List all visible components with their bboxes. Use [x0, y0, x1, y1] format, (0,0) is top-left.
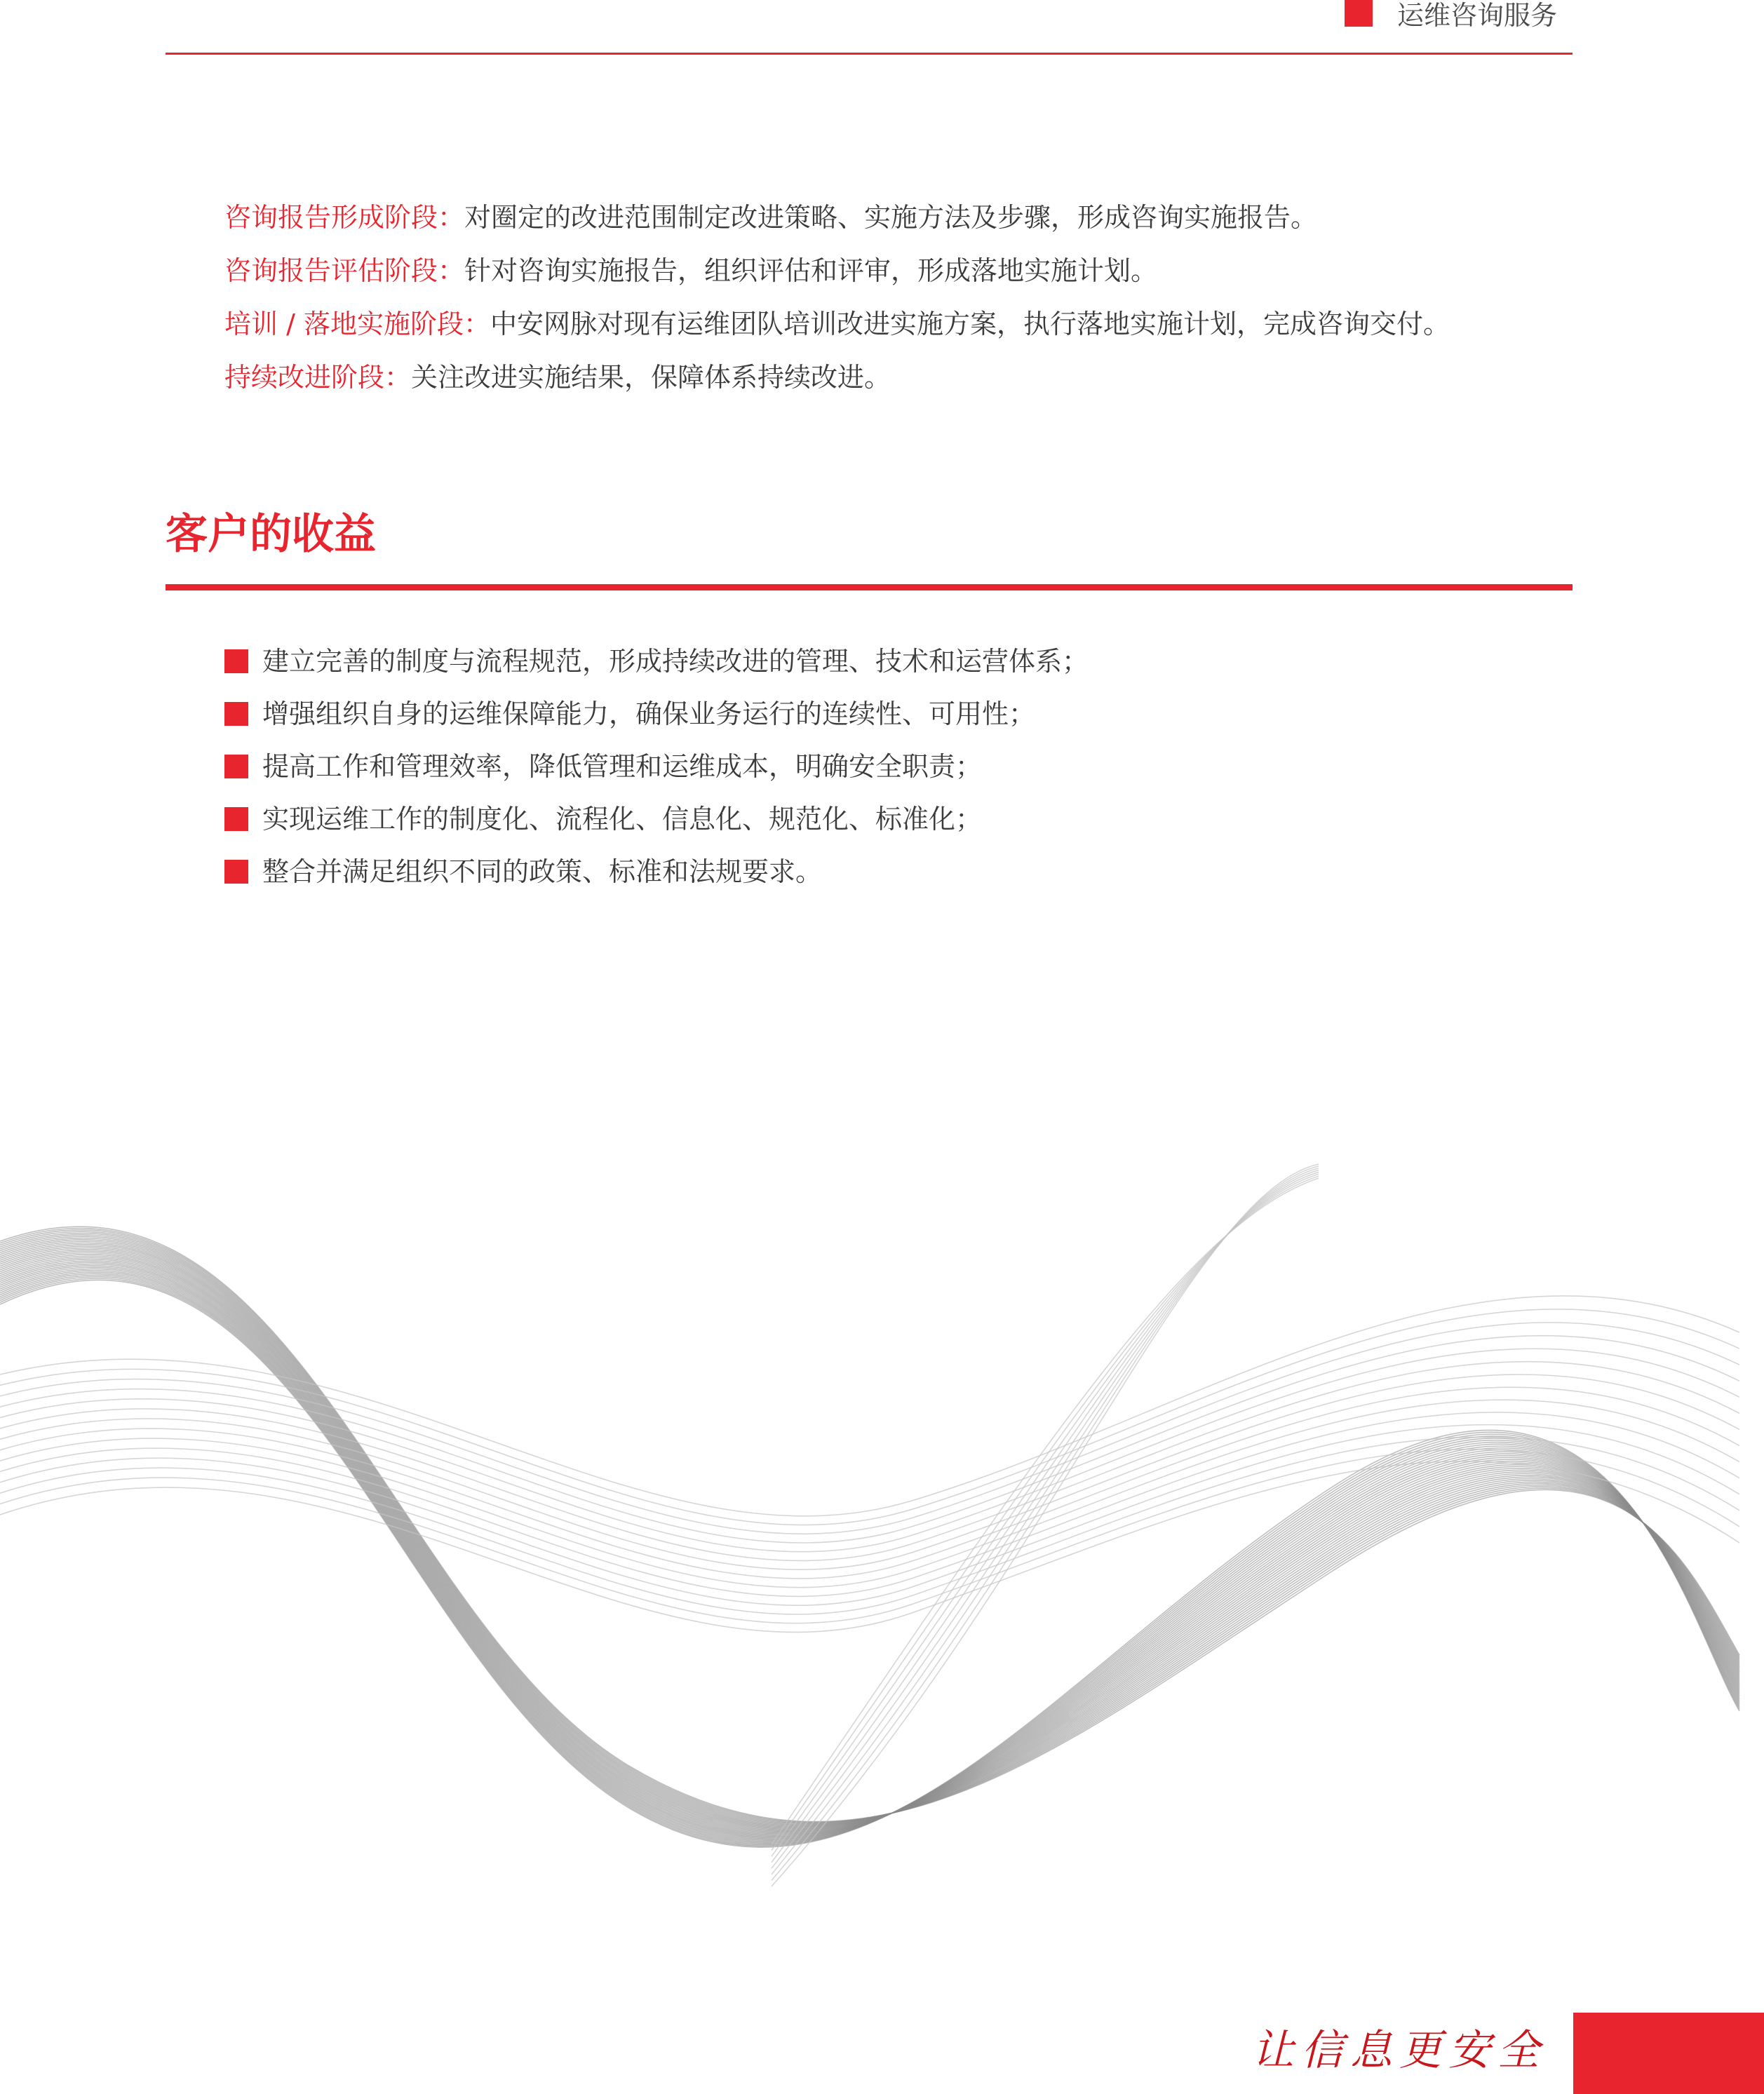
- phase-label: 咨询报告评估阶段：: [224, 255, 465, 286]
- phase-item: [224, 303, 1627, 356]
- bullet-square-icon: [224, 702, 248, 726]
- benefit-item: [224, 740, 1627, 792]
- benefit-item: [224, 845, 1627, 898]
- bullet-square-icon: [224, 755, 248, 778]
- phase-text: 针对咨询实施报告，组织评估和评审，形成落地实施计划。: [464, 255, 1158, 286]
- benefit-text: 提高工作和管理效率，降低管理和运维成本，明确安全职责；: [262, 750, 983, 782]
- footer-corner-block: [1573, 2013, 1764, 2094]
- wave-line: [0, 1246, 1739, 1830]
- wave-line: [0, 1248, 1739, 1830]
- wave-line: [0, 1412, 1739, 1597]
- phase-item: [224, 196, 1627, 250]
- benefit-text: 整合并满足组织不同的政策、标准和法规要求。: [262, 856, 823, 887]
- wave-line: [0, 1449, 1739, 1623]
- decorative-waves: [0, 1150, 1764, 1992]
- phase-item: [224, 356, 1627, 410]
- benefit-text: 实现运维工作的制度化、流程化、信息化、规范化、标准化；: [262, 803, 983, 835]
- section-rule: [166, 584, 1573, 590]
- header-rule: [166, 53, 1573, 55]
- wave-line: [0, 1228, 1739, 1822]
- wave-line: [0, 1349, 1739, 1552]
- phase-text: 对圈定的改进范围制定改进策略、实施方法及步骤，形成咨询实施报告。: [464, 202, 1318, 233]
- bullet-square-icon: [224, 807, 248, 831]
- phase-label: 培训 / 落地实施阶段：: [224, 309, 490, 339]
- wave-line: [0, 1277, 1739, 1846]
- benefit-text: 增强组织自身的运维保障能力，确保业务运行的连续性、可用性；: [262, 698, 1036, 729]
- wave-line: [772, 1172, 1319, 1862]
- section-title: 客户的收益: [166, 510, 376, 559]
- wave-line: [772, 1174, 1319, 1856]
- bullet-square-icon: [224, 649, 248, 673]
- wave-line: [0, 1227, 1739, 1822]
- benefit-item: [224, 687, 1627, 740]
- footer-slogan: 让信息更安全: [1252, 2026, 1547, 2075]
- phase-list: [224, 196, 1627, 410]
- phase-item: [224, 250, 1627, 303]
- wave-line: [772, 1166, 1319, 1881]
- benefit-list: [224, 635, 1627, 898]
- header-marker: [1345, 0, 1373, 27]
- wave-line: [772, 1170, 1319, 1869]
- phase-text: 中安网脉对现有运维团队培训改进实施方案，执行落地实施计划，完成咨询交付。: [490, 309, 1450, 339]
- wave-line: [0, 1243, 1739, 1828]
- benefit-item: [224, 792, 1627, 845]
- phase-label: 持续改进阶段：: [224, 362, 412, 393]
- bullet-square-icon: [224, 860, 248, 884]
- phase-text: 关注改进实施结果，保障体系持续改进。: [411, 362, 891, 393]
- benefit-text: 建立完善的制度与流程规范，形成持续改进的管理、技术和运营体系；: [262, 645, 1089, 677]
- header-title: 运维咨询服务: [1397, 0, 1558, 31]
- wave-line: [0, 1250, 1739, 1831]
- phase-label: 咨询报告形成阶段：: [224, 202, 465, 233]
- benefit-item: [224, 635, 1627, 687]
